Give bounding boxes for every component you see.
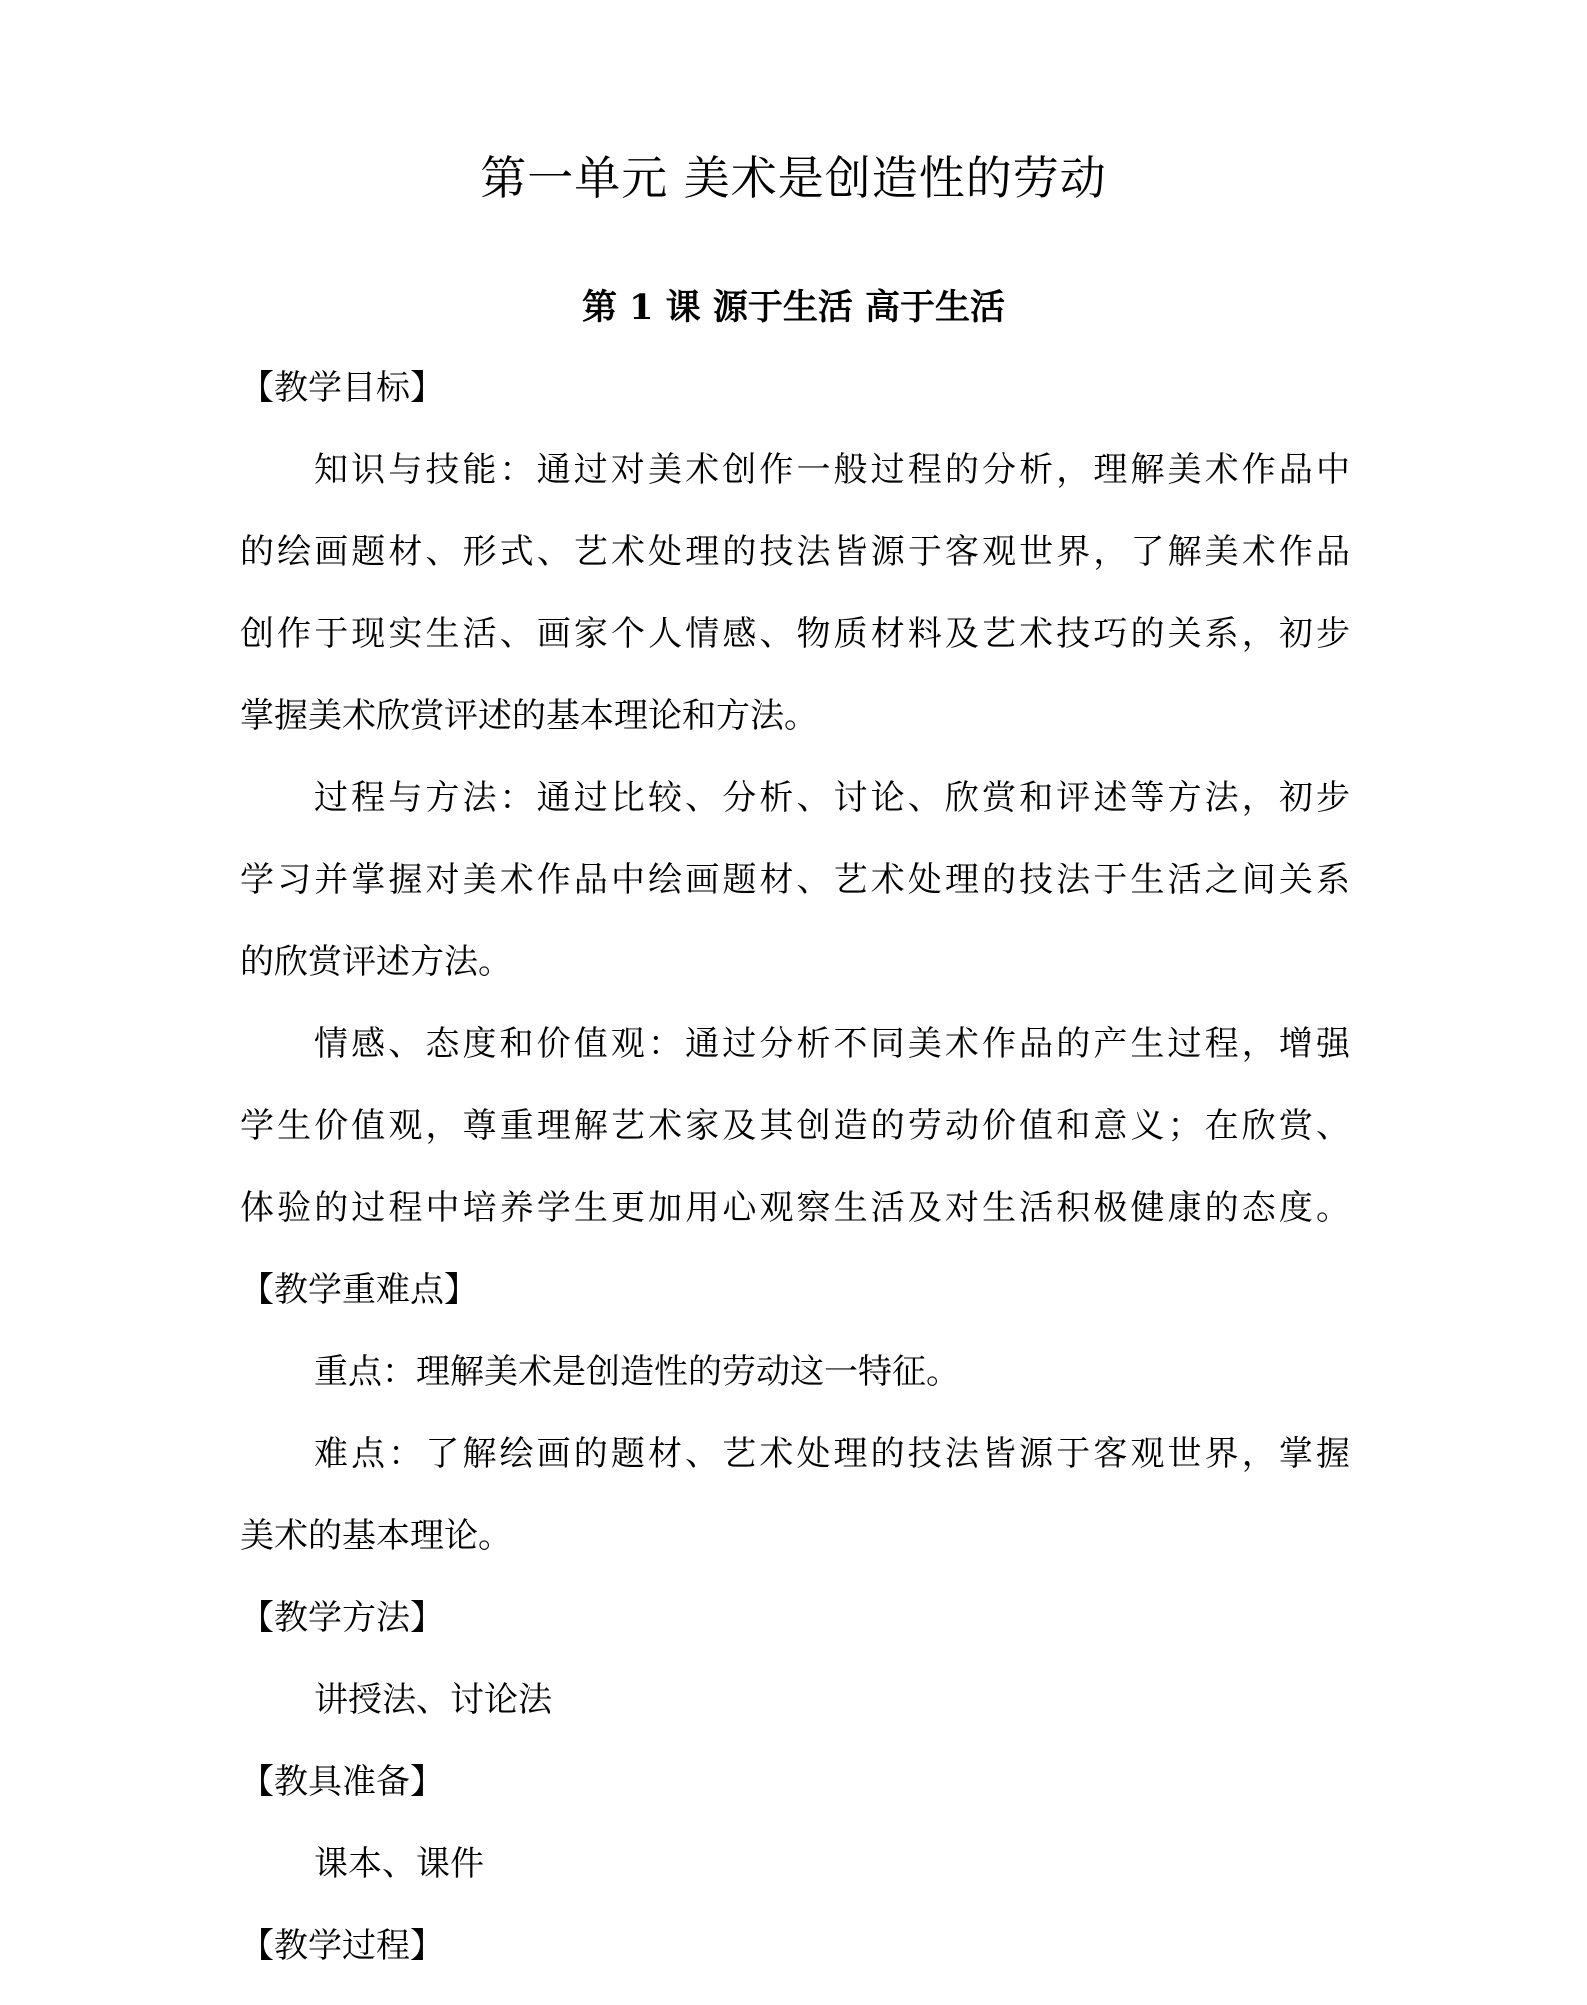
- paragraph-line: 体验的过程中培养学生更加用心观察生活及对生活积极健康的态度。: [240, 1188, 1350, 1228]
- paragraph-line: 难点：了解绘画的题材、艺术处理的技法皆源于客观世界，掌握: [314, 1434, 1350, 1474]
- paragraph-line: 的绘画题材、形式、艺术处理的技法皆源于客观世界，了解美术作品: [240, 532, 1350, 572]
- section-heading-process: 【教学过程】: [240, 1926, 444, 1966]
- section-heading-objectives: 【教学目标】: [240, 368, 444, 408]
- section-heading-methods: 【教学方法】: [240, 1598, 444, 1638]
- lesson-title: 第 1 课 源于生活 高于生活: [581, 287, 1006, 328]
- paragraph-line: 重点：理解美术是创造性的劳动这一特征。: [314, 1352, 960, 1392]
- paragraph-line: 讲授法、讨论法: [314, 1680, 552, 1720]
- paragraph-line: 掌握美术欣赏评述的基本理论和方法。: [240, 696, 818, 736]
- paragraph-line: 的欣赏评述方法。: [240, 942, 512, 982]
- paragraph-line: 情感、态度和价值观：通过分析不同美术作品的产生过程，增强: [314, 1024, 1350, 1064]
- paragraph-line: 美术的基本理论。: [240, 1516, 512, 1556]
- paragraph-line: 创作于现实生活、画家个人情感、物质材料及艺术技巧的关系，初步: [240, 614, 1350, 654]
- section-heading-materials: 【教具准备】: [240, 1762, 444, 1802]
- paragraph-line: 学习并掌握对美术作品中绘画题材、艺术处理的技法于生活之间关系: [240, 860, 1350, 900]
- paragraph-line: 学生价值观，尊重理解艺术家及其创造的劳动价值和意义；在欣赏、: [240, 1106, 1350, 1146]
- section-heading-key-points: 【教学重难点】: [240, 1270, 478, 1310]
- unit-title: 第一单元 美术是创造性的劳动: [480, 151, 1107, 205]
- paragraph-line: 课本、课件: [314, 1844, 484, 1884]
- paragraph-line: 知识与技能：通过对美术创作一般过程的分析，理解美术作品中: [314, 450, 1350, 490]
- paragraph-line: 过程与方法：通过比较、分析、讨论、欣赏和评述等方法，初步: [314, 778, 1350, 818]
